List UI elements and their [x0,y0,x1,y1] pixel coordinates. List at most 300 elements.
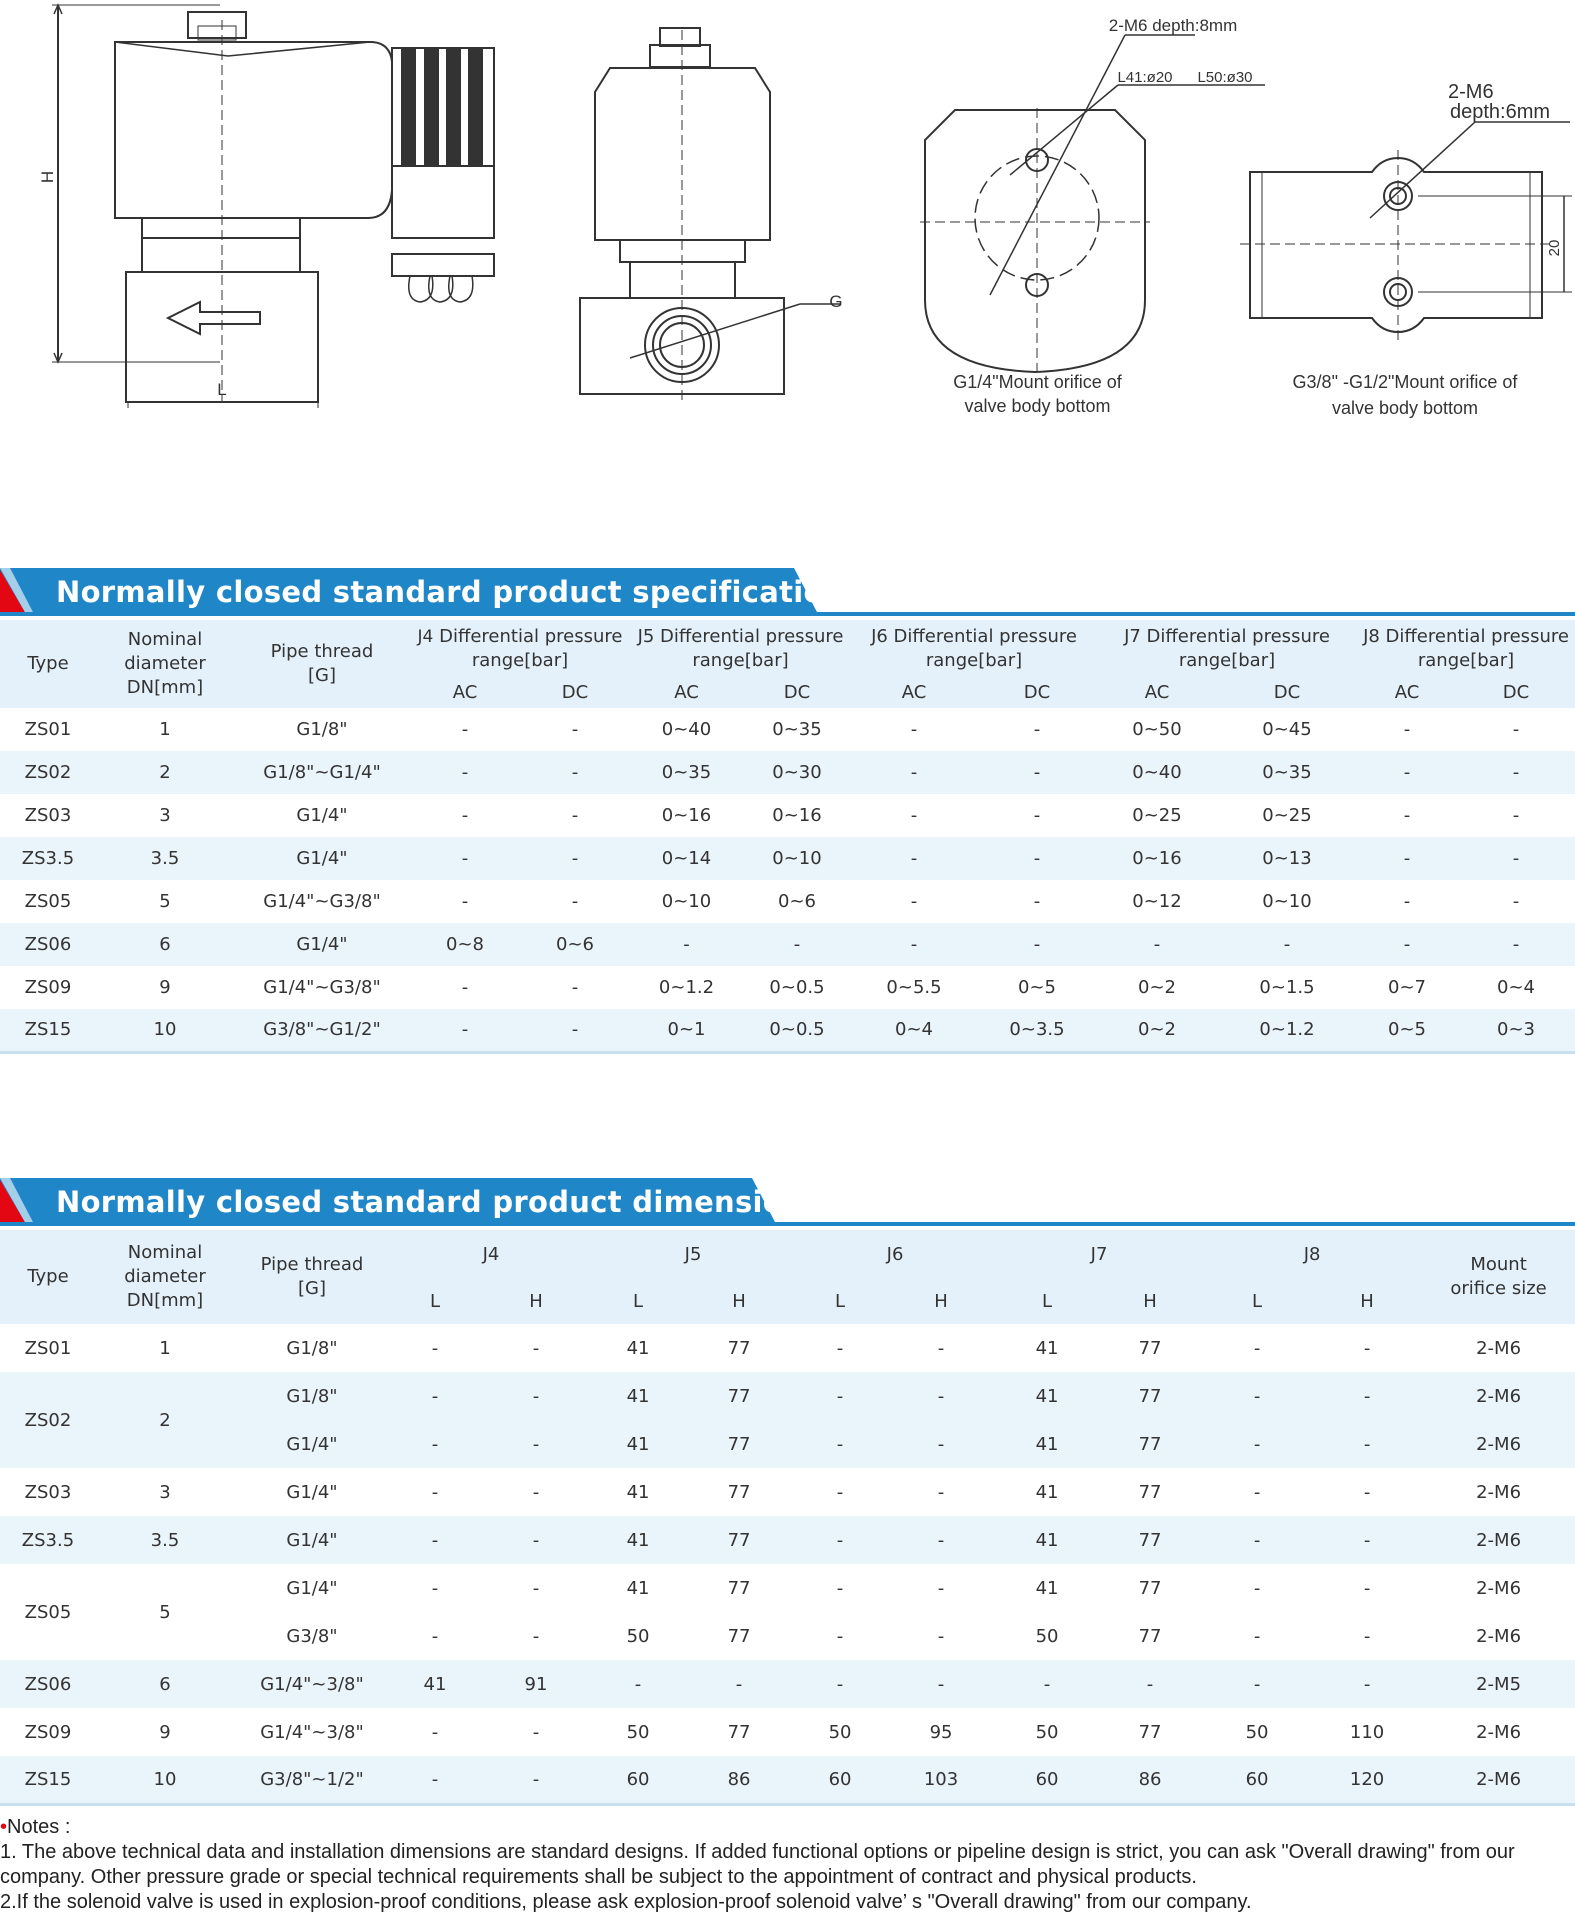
dim-cell: 2-M6 [1422,1324,1575,1372]
dim-cell: - [480,1756,592,1804]
spec-row [0,751,1575,794]
spec-cell: - [520,1009,630,1052]
dim-cell: 41 [592,1324,684,1372]
dim-row [0,1420,1575,1468]
spec-cell: - [851,751,977,794]
dim-cell: - [794,1420,886,1468]
spec-cell: 0~1.2 [1217,1009,1357,1052]
dim-cell: - [390,1372,480,1420]
spec-cell: - [1217,923,1357,966]
dim-cell: - [390,1420,480,1468]
spec-cell: - [851,837,977,880]
spec-cell: - [461,805,469,826]
spec-cell: - [461,891,469,912]
specifications-section [0,568,1575,1054]
spec-cell: 5 [159,891,171,912]
spec-cell: 0~6 [520,923,630,966]
dim-j5-l: L [592,1280,684,1324]
spec-cell: 0~10 [1262,891,1312,912]
dim-cell: 41 [996,1468,1098,1516]
spec-header-j4-1: Differential pressure [439,626,623,647]
dim-cell: - [996,1660,1098,1708]
spec-cell: G1/8" [296,719,348,740]
bullet-dot-icon: • [0,1816,8,1838]
rect-caption-line1: G3/8" -G1/2"Mount orifice of [1292,372,1518,392]
spec-cell: 0~4 [1497,977,1535,998]
spec-row [0,794,1575,837]
dimensions-banner [0,1178,1575,1224]
spec-cell: - [1512,805,1520,826]
spec-cell: G1/4"~G3/8" [263,891,381,912]
spec-header-pipe-1: Pipe thread [270,641,374,662]
spec-cell: - [1512,891,1520,912]
dim-cell: 77 [684,1420,794,1468]
l50-label: L50:ø30 [1197,69,1253,86]
spec-cell: - [743,923,851,966]
dim-cell: - [390,1516,480,1564]
spec-cell: 0~1.2 [658,977,715,998]
dim-cell: - [886,1420,996,1468]
spec-header-j5-1: J5 Differential pressure [637,626,844,647]
spec-cell: G1/4" [234,837,410,880]
dim-dn-cell: 5 [96,1564,234,1660]
dim-cell: 50 [1202,1708,1312,1756]
spec-cell: - [1403,719,1411,740]
spec-j7-dc: DC [1217,678,1357,708]
spec-cell: - [851,923,977,966]
dim-cell: 77 [684,1564,794,1612]
dimensions-rule [0,1222,1575,1226]
dim-cell: - [592,1660,684,1708]
spec-cell: ZS09 [24,977,72,998]
dim-cell: - [480,1420,592,1468]
dim-row [0,1564,1575,1612]
dim-cell: - [794,1660,886,1708]
dim-cell: - [390,1708,480,1756]
dim-cell: - [794,1372,886,1420]
dim-cell: 120 [1312,1756,1422,1804]
spec-cell: 0~35 [1217,751,1357,794]
spec-j6-ac: AC [851,678,977,708]
spec-cell: - [977,751,1097,794]
dim-cell: 77 [1098,1516,1202,1564]
dim-j8-h: H [1312,1280,1422,1324]
spec-cell: 0~25 [1262,805,1312,826]
dim-row [0,1660,1575,1708]
dim-cell: 77 [1098,1468,1202,1516]
spec-j8-dc: DC [1457,678,1575,708]
dim-cell: 77 [684,1516,794,1564]
dim-row [0,1516,1575,1564]
spec-cell: 0~16 [1097,837,1217,880]
dim-cell: 77 [1098,1324,1202,1372]
spec-cell: 0~16 [772,805,822,826]
spec-cell: 0~4 [851,1009,977,1052]
dim-cell: 41 [592,1564,684,1612]
dim-cell: - [1202,1516,1312,1564]
dim-cell: - [1312,1516,1422,1564]
dim-dn-cell: 3.5 [96,1516,234,1564]
spec-cell: ZS15 [0,1009,96,1052]
dim-cell: - [1312,1324,1422,1372]
dim-cell: 77 [1098,1372,1202,1420]
dim-type-cell: ZS02 [0,1372,96,1468]
dim-cell: - [1312,1420,1422,1468]
spec-cell: 0~10 [661,891,712,912]
dim-cell: 110 [1312,1708,1422,1756]
rect-view-drawing [1240,122,1572,340]
dim-cell: - [390,1564,480,1612]
spec-header-j7-2: range[bar] [1178,650,1276,671]
spec-cell: - [1357,923,1457,966]
spec-cell: ZS3.5 [0,837,96,880]
front-view-drawing [580,28,840,400]
dim-cell: - [794,1324,886,1372]
dim-header-j4: J4 [390,1230,592,1280]
dim-cell: 2-M6 [1422,1756,1575,1804]
dim-dn-cell: 3 [96,1468,234,1516]
l41-label: L41:ø20 [1117,69,1173,86]
spec-cell: 0~2 [1138,977,1176,998]
dim-type-cell: ZS06 [0,1660,96,1708]
spec-cell: 0~5 [1357,1009,1457,1052]
dim-cell: 86 [684,1756,794,1804]
spec-cell: - [520,751,630,794]
dim-j7-h: H [1098,1280,1202,1324]
dim-cell: - [480,1516,592,1564]
spec-cell: ZS05 [24,891,72,912]
dim-cell: 41 [996,1516,1098,1564]
dim-type-cell: ZS05 [0,1564,96,1660]
dim-header-j7: J7 [996,1230,1202,1280]
spec-cell: 0~50 [1132,719,1182,740]
notes-line-3: 2.If the solenoid valve is used in explosion-proof conditions, please ask explosion-proof solenoid valve’ s "Overall drawing" from our company. [0,1891,1252,1913]
spec-cell: ZS03 [24,805,72,826]
dim-cell: - [1202,1468,1312,1516]
dim-cell: - [1202,1612,1312,1660]
spec-cell: - [410,837,520,880]
spec-cell: 0~1.5 [1259,977,1315,998]
specifications-body [0,708,1575,1052]
spec-header-j8-2: range[bar] [1417,650,1515,671]
spec-header-nominal [96,620,234,708]
dim-cell: 77 [684,1324,794,1372]
dim-cell: 2-M6 [1422,1372,1575,1420]
spec-cell: 0~0.5 [743,1009,851,1052]
spec-row [0,837,1575,880]
spec-cell: 0~5.5 [886,977,942,998]
spec-cell: 0~3 [1457,1009,1575,1052]
specifications-table [0,620,1575,1054]
dim-cell: - [1312,1660,1422,1708]
dim-cell: - [480,1324,592,1372]
spec-header-j5-2: range[bar] [692,650,789,671]
dim-header-j8: J8 [1202,1230,1422,1280]
dim-row [0,1612,1575,1660]
dim-cell: - [794,1468,886,1516]
spec-cell: 9 [159,977,171,998]
spec-cell: - [520,837,630,880]
dim-j8-l: L [1202,1280,1312,1324]
dim-cell: 77 [684,1708,794,1756]
drawings-svg [0,0,1575,430]
dim-cell: - [1312,1468,1422,1516]
dim-cell: 50 [592,1708,684,1756]
spec-cell: - [571,805,579,826]
spec-row [0,880,1575,923]
spec-cell: - [977,923,1097,966]
dim-cell: - [480,1612,592,1660]
dim-header-pipe [234,1230,390,1324]
dim-dn-cell: 6 [96,1660,234,1708]
spec-cell: 0~35 [772,719,822,740]
dim-cell: - [1202,1420,1312,1468]
spec-cell: - [1457,751,1575,794]
dim-type-cell: ZS01 [0,1324,96,1372]
dim-cell: G1/4"~3/8" [234,1708,390,1756]
spec-cell: 0~35 [630,751,743,794]
spec-cell: 0~40 [1097,751,1217,794]
dim-header-mount-1: Mount [1470,1254,1527,1275]
dim-cell: - [886,1564,996,1612]
dim-cell: - [886,1516,996,1564]
spec-cell: - [910,891,918,912]
dim-j4-l: L [390,1280,480,1324]
dim-cell: G1/4" [234,1516,390,1564]
spec-row [0,1009,1575,1052]
dim-cell: G1/4"~3/8" [234,1660,390,1708]
spec-cell: - [1033,719,1041,740]
dim-cell: - [1202,1372,1312,1420]
spec-header-pipe [234,620,410,708]
spec-cell: - [910,719,918,740]
round-caption-line2: valve body bottom [964,396,1111,416]
dim-row [0,1468,1575,1516]
dim-cell: - [794,1612,886,1660]
dim-type-cell: ZS09 [0,1708,96,1756]
dim-cell: - [480,1468,592,1516]
spec-cell: 0~2 [1097,1009,1217,1052]
specifications-banner [0,568,1575,614]
side-view-drawing [52,5,494,408]
dim-cell: - [480,1564,592,1612]
spec-cell: - [1033,805,1041,826]
dim-row [0,1324,1575,1372]
spec-row [0,708,1575,751]
dim-cell: 77 [684,1372,794,1420]
dim-cell: - [1202,1660,1312,1708]
spec-cell: 6 [96,923,234,966]
dim-type-cell: ZS03 [0,1468,96,1516]
dim-cell: G3/8"~1/2" [234,1756,390,1804]
spec-cell: G1/4"~G3/8" [263,977,381,998]
dim-cell: 50 [592,1612,684,1660]
spec-cell: 0~14 [630,837,743,880]
notes-heading-line [0,1815,1575,1840]
dim-cell: 60 [996,1756,1098,1804]
spec-cell: - [571,891,579,912]
dim-cell: - [390,1324,480,1372]
dim-j6-l: L [794,1280,886,1324]
dim-cell: 2-M6 [1422,1564,1575,1612]
spec-cell: - [910,805,918,826]
spec-cell: 0~45 [1262,719,1312,740]
dim-header-nominal-1: Nominal [127,1242,203,1263]
dim-cell: 77 [684,1468,794,1516]
spec-header-nominal-3: DN[mm] [126,677,204,698]
spec-j5-ac: AC [630,678,743,708]
dim-cell: - [886,1372,996,1420]
round-depth-label: 2-M6 depth:8mm [1108,16,1238,35]
spec-cell: 0~1 [630,1009,743,1052]
dim-cell: - [390,1612,480,1660]
spec-header-j4-prefix: J4 [417,627,434,647]
spec-cell: - [1097,923,1217,966]
dim-row [0,1708,1575,1756]
dim-cell: 41 [996,1564,1098,1612]
dim-cell: 86 [1098,1756,1202,1804]
spec-cell: 3.5 [96,837,234,880]
dim-cell: - [794,1564,886,1612]
dim-header-nominal [96,1230,234,1324]
dim-dn-cell: 2 [96,1372,234,1468]
dim-cell: 50 [996,1708,1098,1756]
dim-cell: - [1312,1612,1422,1660]
dim-header-j5: J5 [592,1230,794,1280]
dim-cell: 50 [996,1612,1098,1660]
spec-cell: 0~13 [1217,837,1357,880]
dim-cell: 41 [592,1468,684,1516]
dim-header-type: Type [0,1230,96,1324]
spec-cell: G1/4" [234,923,410,966]
spec-cell: 0~6 [778,891,816,912]
notes-line-1: 1. The above technical data and installation dimensions are standard designs. If added functional options or pipeline design is strict, you can ask "Overall drawing" from our [0,1841,1515,1863]
spec-cell: - [571,719,579,740]
spec-header-j4 [410,620,630,678]
dim-cell: 41 [592,1372,684,1420]
dim-cell: - [1202,1324,1312,1372]
notes-heading: Notes : [7,1816,71,1838]
spec-cell: - [1403,805,1411,826]
dim-cell: - [390,1468,480,1516]
dim-j6-h: H [886,1280,996,1324]
g-label: G [829,292,843,311]
l-dimension-label: L [217,380,227,399]
spec-header-pipe-2: [G] [308,665,336,686]
dim-cell: 41 [996,1324,1098,1372]
dim-cell: 2-M6 [1422,1708,1575,1756]
spec-row [0,923,1575,966]
spec-cell: 2 [96,751,234,794]
dim-cell: 103 [886,1756,996,1804]
dim-cell: 41 [390,1660,480,1708]
dim-cell: - [684,1660,794,1708]
dim-cell: 77 [1098,1708,1202,1756]
rect-depth-label: depth:6mm [1450,101,1551,123]
spec-header-j4-2: range[bar] [471,650,569,671]
spec-cell: 0~5 [1018,977,1056,998]
dim-type-cell: ZS3.5 [0,1516,96,1564]
spec-cell: 3 [159,805,171,826]
spec-j6-dc: DC [977,678,1097,708]
dim-cell: 41 [592,1516,684,1564]
dim-cell: G1/4" [234,1468,390,1516]
spec-cell: 0~25 [1132,805,1182,826]
dim-j7-l: L [996,1280,1098,1324]
dim-cell: - [1202,1564,1312,1612]
dim-cell: - [1312,1372,1422,1420]
dim-header-pipe-2: [G] [298,1278,326,1299]
dim-cell: - [1312,1564,1422,1612]
spec-cell: - [630,923,743,966]
dim-cell: 60 [592,1756,684,1804]
spec-cell: G1/8"~G1/4" [234,751,410,794]
dim-cell: 77 [684,1612,794,1660]
dim-cell: 95 [886,1708,996,1756]
dim-dn-cell: 9 [96,1708,234,1756]
spec-cell: 0~8 [410,923,520,966]
spec-header-nominal-1: Nominal [127,629,203,650]
dim-dn-cell: 10 [96,1756,234,1804]
notes-line-2: company. Other pressure grade or special technical requirements shall be subject to the appointment of contract and physical products. [0,1866,1197,1888]
notes [0,1815,1575,1915]
spec-cell: - [1457,837,1575,880]
dim-cell: G1/4" [234,1420,390,1468]
spec-cell: ZS02 [0,751,96,794]
spec-cell: - [1033,891,1041,912]
dim-header-nominal-3: DN[mm] [126,1290,204,1311]
spec-header-type: Type [0,620,96,708]
dimensions-title: Normally closed standard product dimensions [56,1185,822,1219]
spec-cell: - [410,1009,520,1052]
dim-header-pipe-1: Pipe thread [260,1254,364,1275]
dim-cell: - [480,1372,592,1420]
dim-j4-h: H [480,1280,592,1324]
dim-cell: 2-M6 [1422,1468,1575,1516]
dim-header-mount [1422,1230,1575,1324]
dim-type-cell: ZS15 [0,1756,96,1804]
spec-cell: - [410,751,520,794]
dim-cell: - [886,1612,996,1660]
rect-m6-label: 2-M6 [1448,81,1494,103]
spec-header-j6-1: J6 Differential pressure [871,626,1077,647]
spec-cell: 0~12 [1132,891,1182,912]
dimensions-table [0,1230,1575,1806]
dim-cell: - [1098,1660,1202,1708]
spec-cell: 1 [159,719,171,740]
spec-cell: - [977,837,1097,880]
spec-cell: 0~16 [661,805,712,826]
spec-cell: - [1357,751,1457,794]
spec-cell: 0~3.5 [977,1009,1097,1052]
spec-cell: - [1357,837,1457,880]
dimensions-section [0,1178,1575,1806]
dim-cell: 77 [1098,1420,1202,1468]
spec-header-j8-1: J8 Differential pressure [1363,626,1569,647]
dim-cell: G1/8" [234,1372,390,1420]
dim-cell: 60 [794,1756,886,1804]
dim-cell: 2-M6 [1422,1516,1575,1564]
technical-drawings [0,0,1575,430]
spec-cell: ZS01 [24,719,72,740]
spec-header-j6-2: range[bar] [925,650,1023,671]
dim-cell: 77 [1098,1564,1202,1612]
spec-cell: 0~7 [1388,977,1426,998]
spec-cell: - [461,719,469,740]
dim-cell: - [886,1468,996,1516]
dim-header-nominal-2: diameter [124,1266,206,1287]
dim-cell: 91 [480,1660,592,1708]
